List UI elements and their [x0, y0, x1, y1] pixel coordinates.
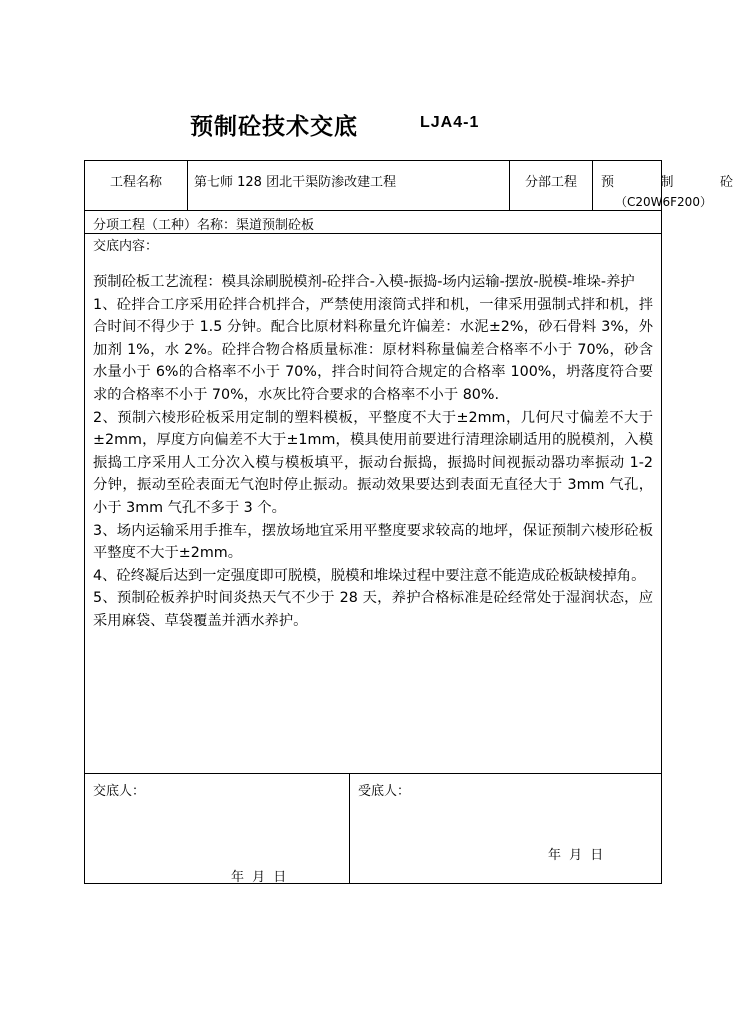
section-char: 砼: [719, 175, 733, 190]
content-paragraph: 2、预制六棱形砼板采用定制的塑料模板，平整度不大于±2mm，几何尺寸偏差不大于±2mm，厚度方向偏差不大于±1mm，模具使用前要进行清理涂刷适用的脱模剂，入模振捣工序采用人工分次入模与模板填平，振动台振捣，振捣时间视振动器功率振动 1-2 分钟，振动至砼表面无气泡时停止振动。振动效果要达到表面无直径大于 3mm 气孔，小于 3mm 气孔不多于 3 个。: [93, 409, 653, 516]
giver-date: 年 月 日: [231, 870, 289, 885]
section-label: 分部工程: [510, 161, 593, 210]
receiver-cell: [350, 774, 661, 884]
content-section: [85, 235, 661, 773]
content-paragraph: 1、砼拌合工序采用砼拌合机拌合，严禁使用滚筒式拌和机，一律采用强制式拌和机，拌合时间不得少于 1.5 分钟。配合比原材料称量允许偏差：水泥±2%，砂石骨料 3%，外加剂 1%，水 2%。砼拌合物合格质量标准：原材料称量偏差合格率不小于 70%，砂含水量小于 6%的合格率不小于 70%，拌合时间符合规定的合格率 100%，坍落度符合要求的合格率不小于 70%，水灰比符合要求的合格率不小于 80%.: [93, 296, 653, 403]
content-paragraph: 预制砼板工艺流程：模具涂刷脱模剂-砼拌合-入模-振捣-场内运输-摆放-脱模-堆垛-养护: [93, 274, 635, 290]
receiver-label: 受底人：: [358, 784, 411, 799]
section-name: [601, 171, 733, 190]
document-title: 预制砼技术交底: [190, 114, 358, 140]
content-paragraph: 4、砼终凝后达到一定强度即可脱模，脱模和堆垛过程中要注意不能造成砼板缺棱掉角。: [93, 567, 646, 584]
section-code: （C20W6F200）: [615, 195, 712, 209]
giver-cell: [85, 774, 350, 884]
info-row: [85, 161, 733, 211]
section-char: 预: [601, 175, 615, 190]
project-name-label: 工程名称: [85, 161, 188, 210]
receiver-date: 年 月 日: [548, 848, 606, 863]
disclosure-table: [84, 160, 733, 885]
section-value: [593, 161, 733, 210]
document-code: LJA4-1: [420, 114, 480, 131]
content-label: 交底内容：: [93, 239, 159, 254]
signature-row: [85, 773, 661, 884]
project-name-value: 第七师 128 团北干渠防渗改建工程: [188, 161, 510, 210]
content-paragraph: 5、预制砼板养护时间炎热天气不少于 28 天，养护合格标准是砼经常处于湿润状态，应采用麻袋、草袋覆盖并洒水养护。: [93, 590, 653, 629]
content-paragraph: 3、场内运输采用手推车，摆放场地宜采用平整度要求较高的地坪，保证预制六棱形砼板平整度不大于±2mm。: [93, 522, 653, 562]
giver-label: 交底人：: [93, 784, 146, 799]
sub-item-row: 分项工程（工种）名称：渠道预制砼板: [85, 210, 661, 234]
section-char: 制: [660, 175, 674, 190]
